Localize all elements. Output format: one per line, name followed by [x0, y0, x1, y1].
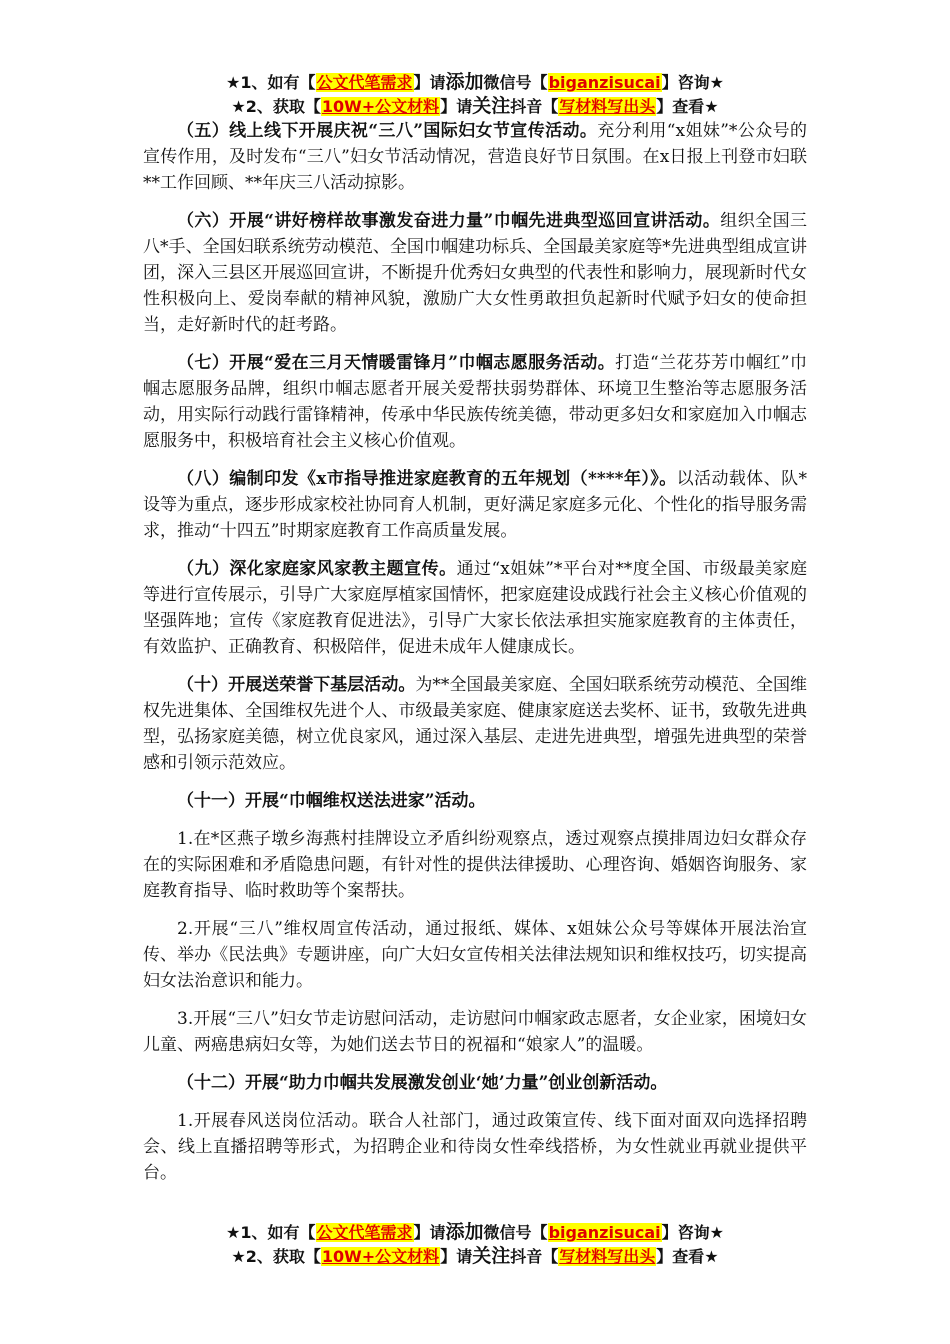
paragraph-7: （七）开展“爱在三月天情暖雷锋月”巾帼志愿服务活动。打造“兰花芬芳巾帼红”巾帼志愿服务品牌，组织巾帼志愿者开展关爱帮扶弱势群体、环境卫生整治等志愿服务活动，用实际行动践行雷锋精神，传承中华民族传统美德，带动更多妇女和家庭加入巾帼志愿服务中，积极培育社会主义核心价值观。	[143, 353, 807, 451]
paragraph-11-item-3: 3.开展“三八”妇女节走访慰问活动，走访慰问巾帼家政志愿者，女企业家，困境妇女儿童、两癌患病妇女等，为她们送去节日的祝福和“娘家人”的温暖。	[143, 1009, 807, 1055]
paragraph-8: （八）编制印发《x市指导推进家庭教育的五年规划（****年）》。以活动载体、队*设等为重点，逐步形成家校社协同育人机制，更好满足家庭多元化、个性化的指导服务需求，推动“十四五”时期家庭教育工作高质量发展。	[143, 469, 808, 541]
paragraph-12-heading: （十二）开展“助力巾帼共发展激发创业‘她’力量”创业创新活动。	[177, 1073, 668, 1093]
header-promo-line-1: ★1、如有【公文代笔需求】请添加微信号【biganzisucai】咨询★	[226, 71, 724, 93]
document-body	[143, 118, 807, 1198]
highlight-wechat-id: biganzisucai	[548, 1223, 661, 1242]
highlight-materials: 10W+公文材料	[321, 1247, 440, 1266]
highlight-douyin: 写材料写出头	[559, 97, 656, 116]
paragraph-11-item-2: 2.开展“三八”维权周宣传活动，通过报纸、媒体、x姐妹公众号等媒体开展法治宣传、举办《民法典》专题讲座，向广大妇女宣传相关法律法规知识和维权技巧，切实提高妇女法治意识和能力。	[143, 919, 807, 991]
paragraph-10: （十）开展送荣誉下基层活动。为**全国最美家庭、全国妇联系统劳动模范、全国维权先进集体、全国维权先进个人、市级最美家庭、健康家庭送去奖杯、证书，致敬先进典型，弘扬家庭美德，树立优良家风，通过深入基层、走进先进典型，增强先进典型的荣誉感和引领示范效应。	[143, 675, 808, 773]
highlight-wechat-id: biganzisucai	[548, 73, 661, 92]
paragraph-6: （六）开展“讲好榜样故事激发奋进力量”巾帼先进典型巡回宣讲活动。组织全国三八*手、全国妇联系统劳动模范、全国巾帼建功标兵、全国最美家庭等*先进典型组成宣讲团，深入三县区开展巡回宣讲，不断提升优秀妇女典型的代表性和影响力，展现新时代女性积极向上、爱岗奉献的精神风貌，激励广大女性勇敢担负起新时代赋予妇女的使命担当，走好新时代的赶考路。	[143, 211, 807, 335]
paragraph-9: （九）深化家庭家风家教主题宣传。通过“x姐妹”*平台对**度全国、市级最美家庭等进行宣传展示，引导广大家庭厚植家国情怀，把家庭建设成践行社会主义核心价值观的坚强阵地；宣传《家庭教育促进法》，引导广大家长依法承担实施家庭教育的主体责任，有效监护、正确教育、积极陪伴，促进未成年人健康成长。	[143, 559, 808, 657]
highlight-service: 公文代笔需求	[316, 73, 413, 92]
highlight-douyin: 写材料写出头	[559, 1247, 656, 1266]
footer-promo-line-2: ★2、获取【10W+公文材料】请关注抖音【写材料写出头】查看★	[231, 1245, 719, 1267]
paragraph-5: （五）线上线下开展庆祝“三八”国际妇女节宣传活动。充分利用“x姐妹”*公众号的宣传作用，及时发布“三八”妇女节活动情况，营造良好节日氛围。在x日报上刊登市妇联**工作回顾、**年庆三八活动掠影。	[143, 121, 807, 193]
highlight-materials: 10W+公文材料	[321, 97, 440, 116]
paragraph-12-item-1: 1.开展春风送岗位活动。联合人社部门，通过政策宣传、线下面对面双向选择招聘会、线上直播招聘等形式，为招聘企业和待岗女性牵线搭桥，为女性就业再就业提供平台。	[143, 1111, 807, 1183]
footer-promo-line-1: ★1、如有【公文代笔需求】请添加微信号【biganzisucai】咨询★	[226, 1221, 724, 1243]
header-promo-line-2: ★2、获取【10W+公文材料】请关注抖音【写材料写出头】查看★	[231, 95, 719, 117]
paragraph-11-item-1: 1.在*区燕子墩乡海燕村挂牌设立矛盾纠纷观察点，透过观察点摸排周边妇女群众存在的实际困难和矛盾隐患问题，有针对性的提供法律援助、心理咨询、婚姻咨询服务、家庭教育指导、临时救助等个案帮扶。	[143, 829, 807, 901]
highlight-service: 公文代笔需求	[316, 1223, 413, 1242]
paragraph-11-heading: （十一）开展“巾帼维权送法进家”活动。	[177, 791, 486, 811]
